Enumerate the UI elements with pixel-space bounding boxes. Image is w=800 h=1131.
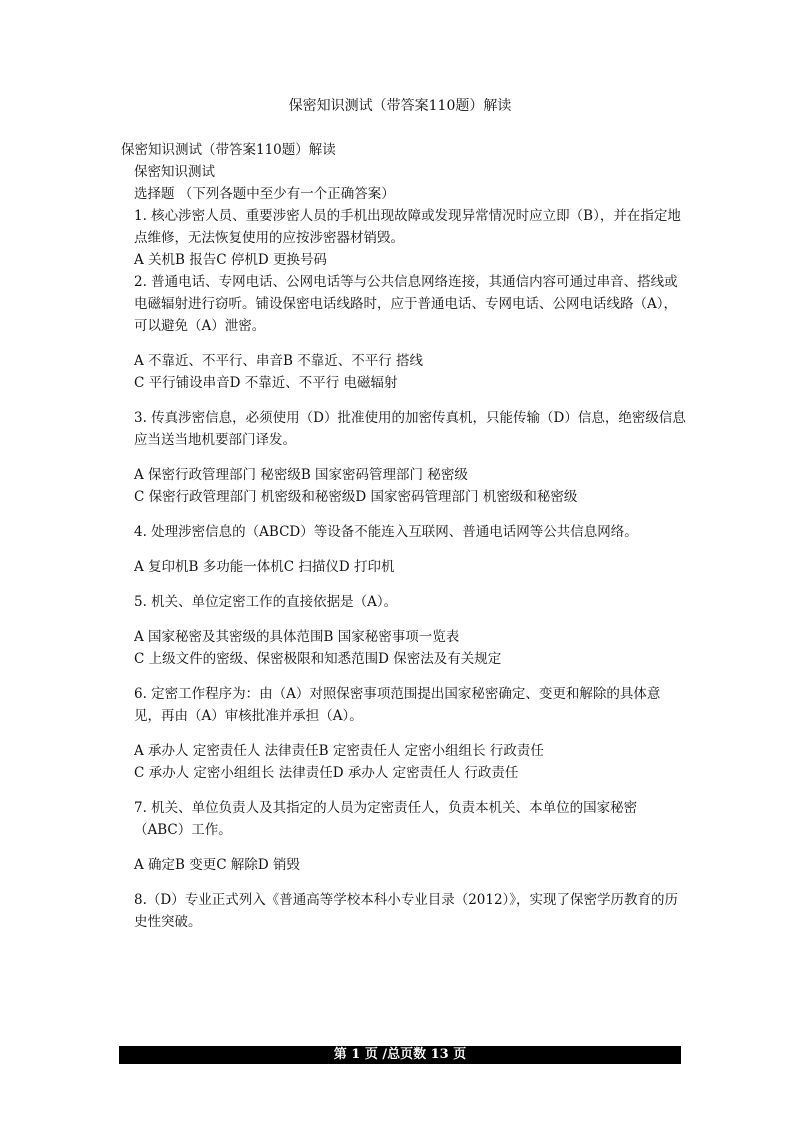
page-title: 保密知识测试（带答案110题）解读 [288, 98, 512, 114]
answer-options: A 不靠近、不平行、串音B 不靠近、不平行 搭线 [134, 353, 424, 369]
section-heading: 选择题 （下列各题中至少有一个正确答案） [134, 186, 395, 202]
answer-options: C 保密行政管理部门 机密级和秘密级D 国家密码管理部门 机密级和秘密级 [134, 489, 578, 505]
answer-options: A 国家秘密及其密级的具体范围B 国家秘密事项一览表 [134, 629, 460, 645]
answer-options: A 复印机B 多功能一体机C 扫描仪D 打印机 [134, 559, 395, 575]
document-subheading: 保密知识测试 [134, 164, 215, 180]
question-text: 1. 核心涉密人员、重要涉密人员的手机出现故障或发现异常情况时应立即（B），并在指定地点维修，无法恢复使用的应按涉密器材销毁。 [134, 208, 681, 246]
answer-options: C 平行铺设串音D 不靠近、不平行 电磁辐射 [134, 375, 398, 391]
answer-options: A 保密行政管理部门 秘密级B 国家密码管理部门 秘密级 [134, 467, 468, 483]
question-text: 3. 传真涉密信息，必须使用（D）批准使用的加密传真机，只能传输（D）信息，绝密级信息应当送当地机要部门译发。 [134, 410, 686, 448]
question-text: 6. 定密工作程序为：由（A）对照保密事项范围提出国家秘密确定、变更和解除的具体意见，再由（A）审核批准并承担（A）。 [134, 686, 661, 724]
document-body [121, 139, 686, 933]
answer-options: A 承办人 定密责任人 法律责任B 定密责任人 定密小组组长 行政责任 [134, 743, 544, 759]
question-text: 4. 处理涉密信息的（ABCD）等设备不能连入互联网、普通电话网等公共信息网络。 [134, 524, 638, 540]
question-text: 8.（D）专业正式列入《普通高等学校本科小专业目录（2012）》，实现了保密学历教育的历史性突破。 [134, 892, 679, 930]
question-text: 2. 普通电话、专网电话、公网电话等与公共信息网络连接，其通信内容可通过串音、搭线或电磁辐射进行窃听。铺设保密电话线路时，应于普通电话、专网电话、公网电话线路（A），可以避免（A）泄密。 [134, 274, 678, 334]
page-footer: 第 1 页 /总页数 13 页 [119, 1046, 681, 1064]
answer-options: A 确定B 变更C 解除D 销毁 [134, 857, 300, 873]
answer-options: C 承办人 定密小组组长 法律责任D 承办人 定密责任人 行政责任 [134, 765, 519, 781]
question-text: 7. 机关、单位负责人及其指定的人员为定密责任人，负责本机关、本单位的国家秘密（ABC）工作。 [134, 800, 638, 838]
question-text: 5. 机关、单位定密工作的直接依据是（A）。 [134, 594, 398, 610]
answer-options: C 上级文件的密级、保密极限和知悉范围D 保密法及有关规定 [134, 651, 502, 667]
document-heading: 保密知识测试（带答案110题）解读 [121, 142, 336, 158]
answer-options: A 关机B 报告C 停机D 更换号码 [134, 252, 327, 268]
